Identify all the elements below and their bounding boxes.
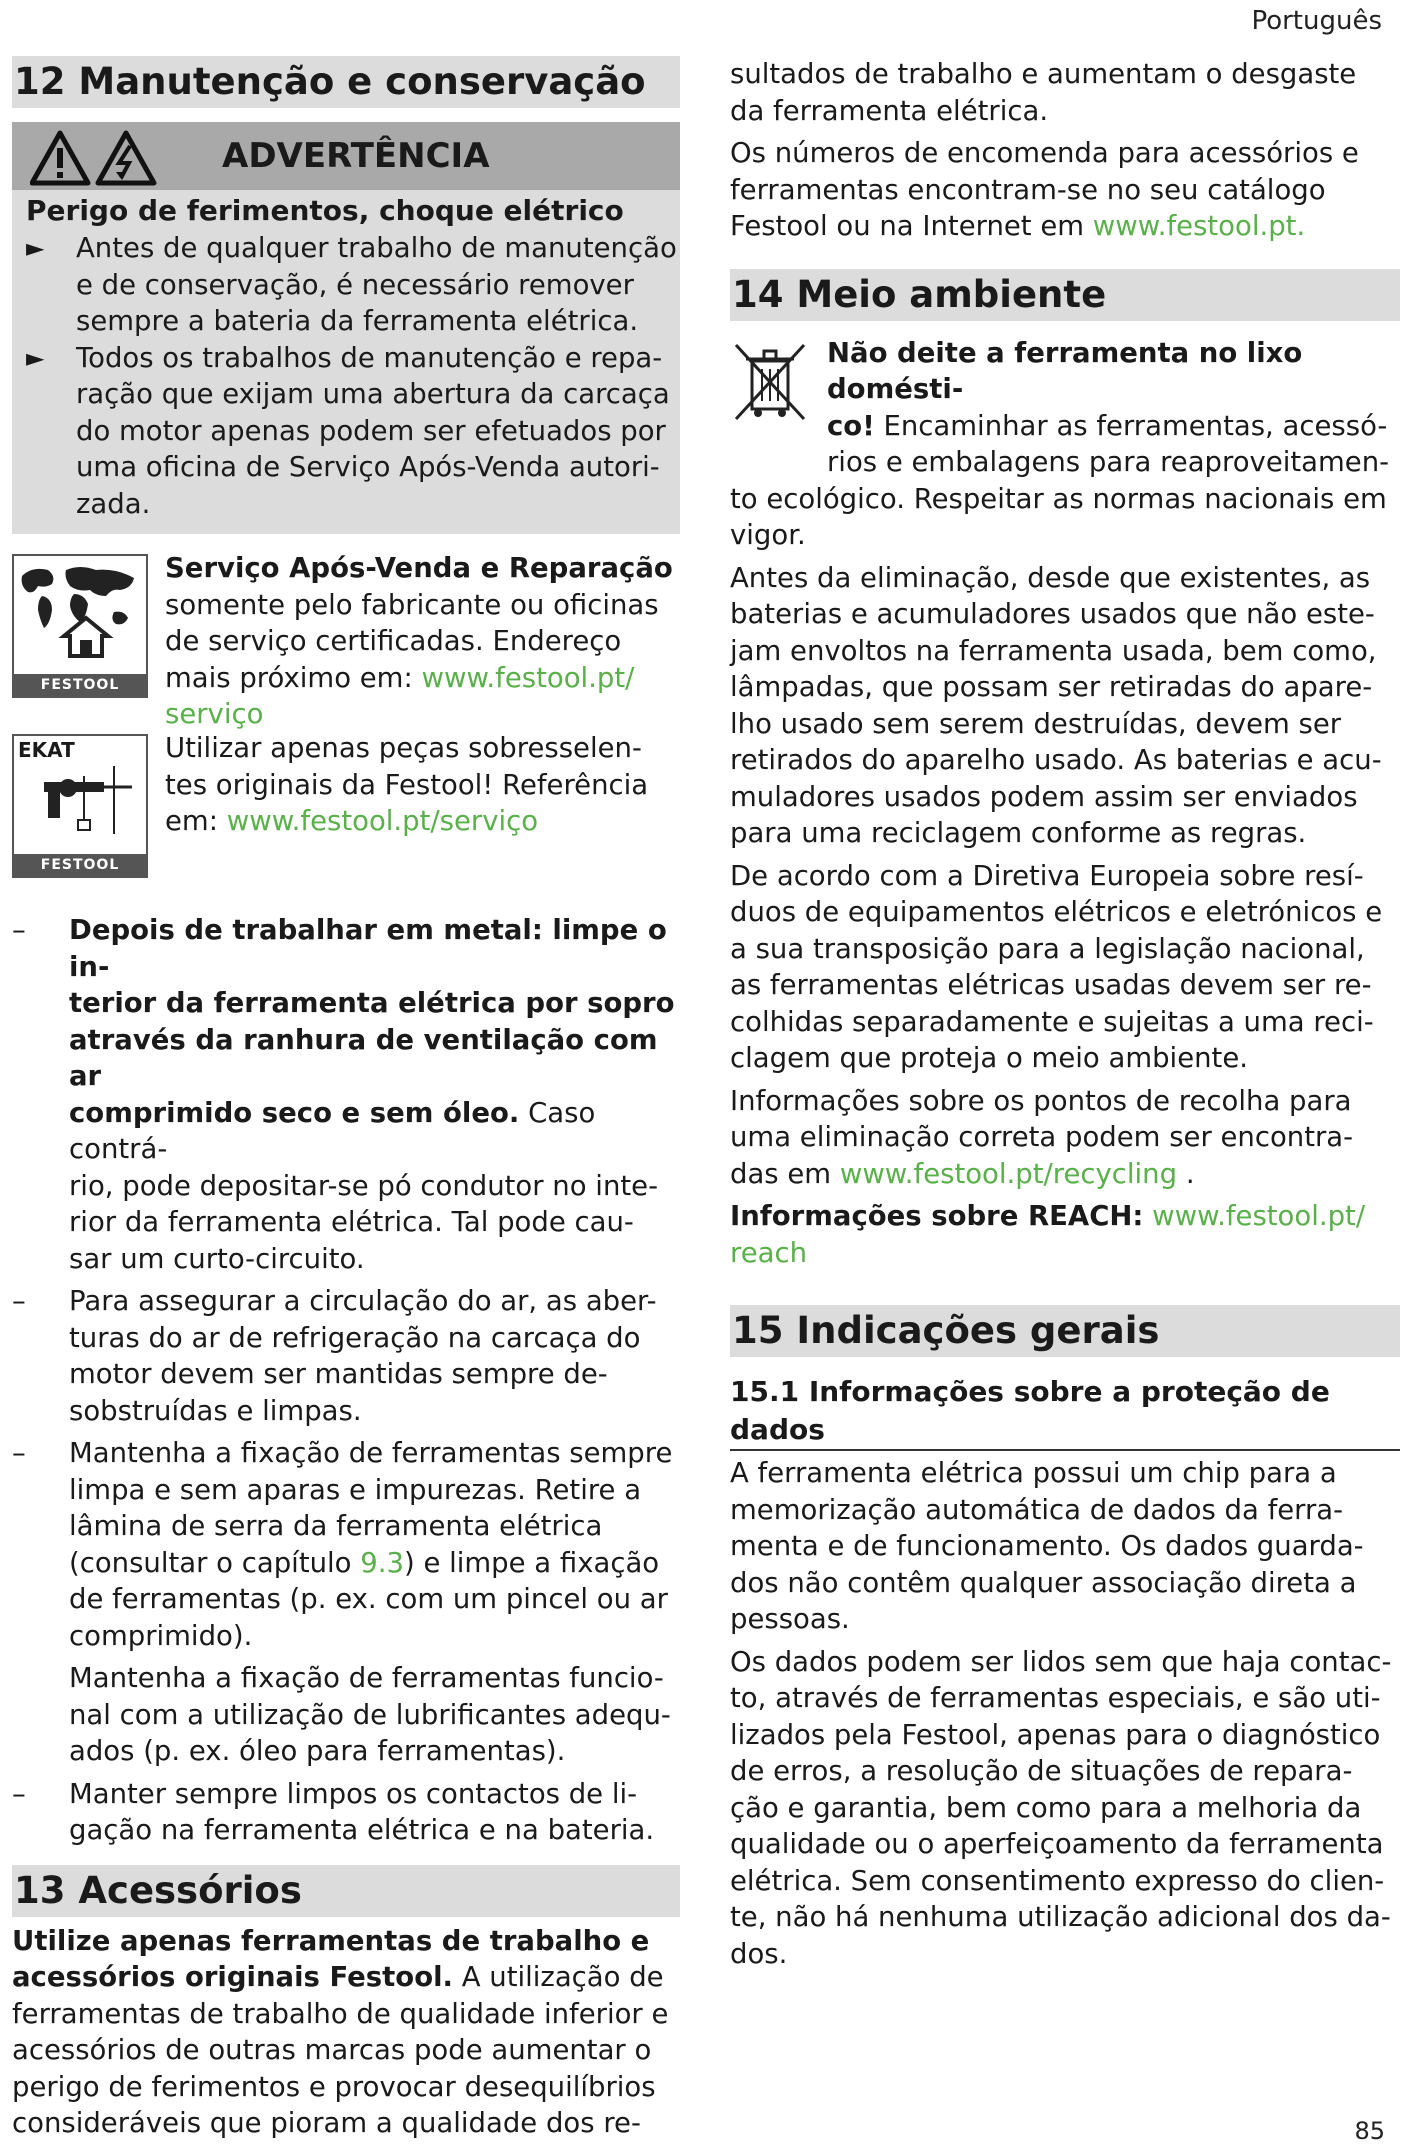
- service-world-icon: FESTOOL: [12, 554, 148, 698]
- warning-box: [12, 122, 680, 534]
- service-text: Serviço Após-Venda e Reparação somente pelo fabricante ou oficinas de serviço certificadas. Endereço mais próximo em: www.festool.pt/ serviço: [165, 552, 673, 730]
- disposal-paragraph: Não deite a ferramenta no lixo domésti- co! Encaminhar as ferramentas, acessó- rios e embalagens para reaproveitamen- to ecológico. Respeitar as normas nacionais em vigor.: [730, 336, 1390, 551]
- warning-icons: [30, 130, 166, 190]
- service-link[interactable]: www.festool.pt/: [421, 661, 635, 694]
- warning-header: [12, 122, 680, 190]
- section-13-title: 13 Acessórios: [12, 1865, 680, 1917]
- warning-body: [12, 190, 680, 522]
- recycling-link[interactable]: www.festool.pt/recycling: [839, 1157, 1178, 1190]
- left-column: [12, 56, 680, 2142]
- service-title: Serviço Após-Venda e Reparação: [165, 552, 673, 584]
- spare-parts-icon: EKAT FESTOOL: [12, 734, 148, 878]
- section-12-title: 12 Manutenção e conservação: [12, 56, 680, 108]
- page-number: 85: [1354, 2117, 1385, 2145]
- accessories-order-paragraph: Os números de encomenda para acessórios e ferramentas encontram-se no seu catálogo Festool ou na Internet em www.festool.pt.: [730, 137, 1359, 242]
- service-block: [12, 550, 680, 730]
- accessories-continued: sultados de trabalho e aumentam o desgaste da ferramenta elétrica.: [730, 58, 1357, 127]
- page-language: Português: [1251, 6, 1382, 36]
- directive-paragraph: De acordo com a Diretiva Europeia sobre resí- duos de equipamentos elétricos e eletrónicos e a sua transposição para a legislação nacional, as ferramentas elétricas usadas devem ser re- colhidas separadamente e sujeitas a uma reci- clagem que proteja o meio ambiente.: [730, 859, 1383, 1074]
- service-link[interactable]: serviço: [165, 698, 264, 730]
- right-column: [730, 56, 1400, 1972]
- warning-label: ADVERTÊNCIA: [222, 136, 490, 176]
- section-15-1-title: 15.1 Informações sobre a proteção de dados: [730, 1373, 1400, 1451]
- accessories-paragraph: Utilize apenas ferramentas de trabalho e acessórios originais Festool. A utilização de ferramentas de trabalho de qualidade inferior e acessórios de outras marcas pode aumentar o perigo de ferimentos e provocar desequilíbrios consideráveis que pioram a qualidade dos re-: [12, 1924, 669, 2139]
- maintenance-item: – Mantenha a fixação de ferramentas sempre limpa e sem aparas e impurezas. Retire a lâmina de serra da ferramenta elétrica (consultar o capítulo 9.3) e limpe a fixação de ferramentas (p. ex. com um pincel ou ar comprimido). Mantenha a fixação de ferramentas funcio- nal com a utilização de lubrificantes adequ- ados (p. ex. óleo para ferramentas).: [12, 1437, 673, 1767]
- data-usage-paragraph: Os dados podem ser lidos sem que haja contac- to, através de ferramentas especiais, e são uti- lizados pela Festool, apenas para o diagnóstico de erros, a resolução de situações de repara- ção e garantia, bem como para a melhoria da qualidade ou o aperfeiçoamento da ferramenta elétrica. Sem consentimento expresso do clien- te, não há nenhuma utilização adicional dos da- dos.: [730, 1645, 1392, 1970]
- ekat-label: EKAT: [18, 738, 75, 762]
- spare-parts-link[interactable]: www.festool.pt/serviço: [226, 805, 539, 837]
- festool-link[interactable]: www.festool.pt: [1092, 210, 1297, 242]
- arrow-bullet-icon: ►: [26, 343, 45, 372]
- warning-subtitle: Perigo de ferimentos, choque elétrico: [26, 194, 624, 227]
- reach-paragraph: Informações sobre REACH: www.festool.pt/ reach: [730, 1200, 1366, 1269]
- section-14-title: 14 Meio ambiente: [730, 269, 1400, 321]
- maintenance-item: – Depois de trabalhar em metal: limpe o in- terior da ferramenta elétrica por sopro através da ranhura de ventilação com ar comprimido seco e sem óleo. Caso contrá- rio, pode depositar-se pó condutor no inte- rior da ferramenta elétrica. Tal pode cau- sar um curto-circuito.: [12, 914, 675, 1275]
- warning-item: ► Todos os trabalhos de manutenção e repa- ração que exijam uma abertura da carcaça do motor apenas podem ser efetuados por uma oficina de Serviço Após-Venda autori- zada.: [26, 341, 670, 520]
- arrow-bullet-icon: ►: [26, 234, 45, 262]
- spare-parts-text: Utilizar apenas peças sobresselen- tes originais da Festool! Referência em: www.festool.pt/serviço: [165, 732, 649, 837]
- electric-shock-triangle-icon: [98, 133, 154, 183]
- maintenance-item: – Para assegurar a circulação do ar, as aber- turas do ar de refrigeração na carcaça do motor devem ser mantidas sempre de- sobstruídas e limpas.: [12, 1285, 657, 1427]
- spare-parts-block: [12, 730, 680, 884]
- reach-link[interactable]: reach: [730, 1236, 808, 1269]
- warning-item: ► Antes de qualquer trabalho de manutenção e de conservação, é necessário remover sempre a bateria da ferramenta elétrica.: [26, 232, 677, 337]
- crossed-bin-icon: [730, 339, 810, 423]
- data-protection-paragraph: A ferramenta elétrica possui um chip para a memorização automática de dados da ferra- menta e de funcionamento. Os dados guarda- dos não contêm qualquer associação direta a pessoas.: [730, 1457, 1364, 1635]
- exclamation-triangle-icon: [32, 133, 88, 183]
- maintenance-item: – Manter sempre limpos os contactos de li- gação na ferramenta elétrica e na bateria.: [12, 1777, 655, 1846]
- batteries-paragraph: Antes da eliminação, desde que existentes, as baterias e acumuladores usados que não este- jam envoltos na ferramenta usada, bem como, lâmpadas, que possam ser retiradas do apare- lho usado sem serem destruídas, devem ser retirados do aparelho usado. As baterias e acu- muladores usados podem assim ser enviados para uma reciclagem conforme as regras.: [730, 561, 1382, 849]
- reach-link[interactable]: www.festool.pt/: [1143, 1200, 1366, 1232]
- chapter-link[interactable]: 9.3: [360, 1546, 404, 1579]
- section-15-title: 15 Indicações gerais: [730, 1305, 1400, 1357]
- collection-points-paragraph: Informações sobre os pontos de recolha para uma eliminação correta podem ser encontra- das em www.festool.pt/recycling .: [730, 1084, 1354, 1190]
